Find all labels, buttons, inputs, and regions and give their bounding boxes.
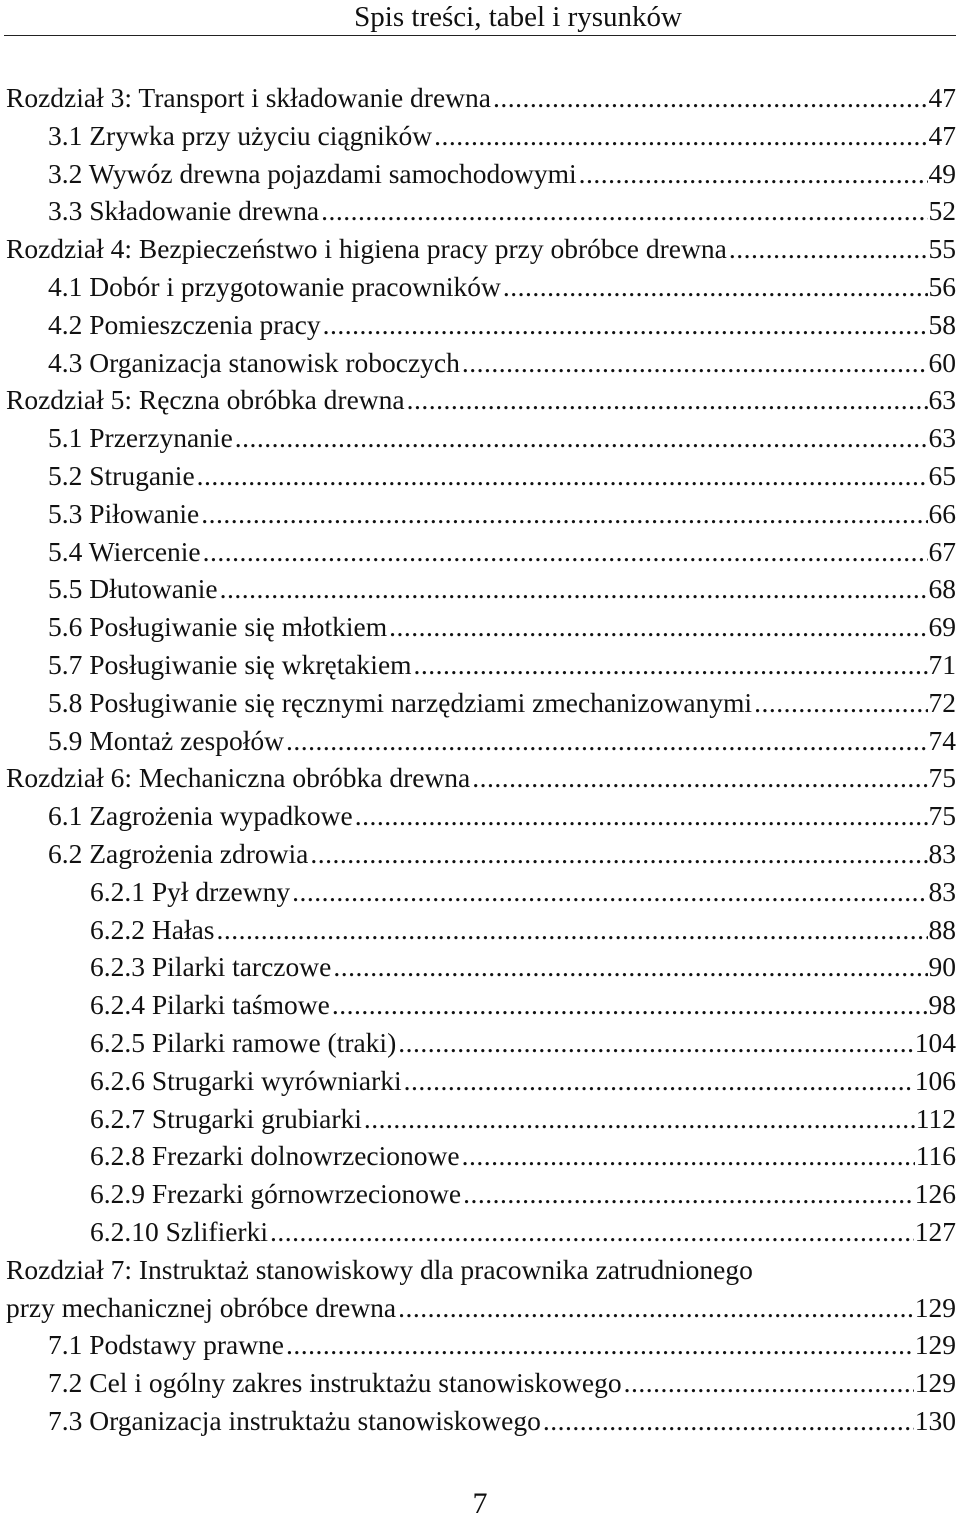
toc-entry-title: 7.3 Organizacja instruktażu stanowiskowego xyxy=(48,1404,541,1436)
toc-entry-title: 5.6 Posługiwanie się młotkiem xyxy=(48,611,388,643)
toc-entry-title: 5.3 Piłowanie xyxy=(48,497,200,529)
toc-entry[interactable] xyxy=(6,911,956,949)
toc-entry-page: 68 xyxy=(928,573,956,605)
toc-entry[interactable] xyxy=(6,948,956,986)
toc-entry-title: Rozdział 7: Instruktaż stanowiskowy dla pracownika zatrudnionego xyxy=(6,1253,753,1285)
dot-leader xyxy=(434,117,927,155)
toc-entry[interactable] xyxy=(6,873,956,911)
dot-leader xyxy=(201,495,927,533)
toc-entry-title: 7.1 Podstawy prawne xyxy=(48,1329,285,1361)
toc-entry-page: 83 xyxy=(928,875,956,907)
dot-leader xyxy=(729,230,928,268)
dot-leader xyxy=(197,457,928,495)
toc-entry-page: 72 xyxy=(928,686,956,718)
toc-entry-page: 58 xyxy=(928,308,956,340)
dot-leader xyxy=(407,381,928,419)
toc-entry[interactable] xyxy=(6,1062,956,1100)
toc-entry-title: 4.1 Dobór i przygotowanie pracowników xyxy=(48,270,501,302)
toc-entry-page: 112 xyxy=(915,1102,956,1134)
toc-entry[interactable] xyxy=(6,797,956,835)
toc-entry-page: 75 xyxy=(928,800,956,832)
toc-entry-title: 4.2 Pomieszczenia pracy xyxy=(48,308,321,340)
toc-entry-title: 5.5 Dłutowanie xyxy=(48,573,218,605)
toc-entry-title: 5.9 Montaż zespołów xyxy=(48,724,284,756)
dot-leader xyxy=(579,155,928,193)
toc-entry-title: 5.2 Struganie xyxy=(48,459,195,491)
toc-entry[interactable] xyxy=(6,1137,956,1175)
toc-entry[interactable] xyxy=(6,646,956,684)
dot-leader xyxy=(543,1402,914,1440)
toc-entry-page: 98 xyxy=(928,989,956,1021)
toc-entry-page: 129 xyxy=(914,1367,956,1399)
toc-entry-page: 126 xyxy=(914,1178,956,1210)
toc-entry-title: 6.2 Zagrożenia zdrowia xyxy=(48,837,309,869)
dot-leader xyxy=(624,1364,914,1402)
toc-entry-page: 52 xyxy=(928,195,956,227)
toc-entry-title: 4.3 Organizacja stanowisk roboczych xyxy=(48,346,460,378)
dot-leader xyxy=(220,570,928,608)
toc-entry-page: 65 xyxy=(928,459,956,491)
toc-entry-page: 129 xyxy=(914,1329,956,1361)
toc-entry-title: 6.2.9 Frezarki górnowrzecionowe xyxy=(90,1178,462,1210)
toc-entry-title: Rozdział 6: Mechaniczna obróbka drewna xyxy=(6,762,471,794)
dot-leader xyxy=(503,268,928,306)
dot-leader xyxy=(286,1326,914,1364)
toc-entry[interactable] xyxy=(6,1364,956,1402)
toc-entry-page: 104 xyxy=(914,1026,956,1058)
toc-entry[interactable] xyxy=(6,419,956,457)
dot-leader xyxy=(321,192,927,230)
toc-entry-page: 127 xyxy=(914,1215,956,1247)
dot-leader xyxy=(364,1100,915,1138)
toc-entry-page: 106 xyxy=(914,1064,956,1096)
toc-entry[interactable] xyxy=(6,1100,956,1138)
toc-entry[interactable] xyxy=(6,608,956,646)
toc-entry[interactable] xyxy=(6,155,956,193)
dot-leader xyxy=(333,948,927,986)
toc-entry-page: 60 xyxy=(928,346,956,378)
dot-leader xyxy=(292,873,927,911)
dot-leader xyxy=(472,759,927,797)
dot-leader xyxy=(323,306,928,344)
toc-entry[interactable] xyxy=(6,570,956,608)
toc-entry[interactable] xyxy=(6,192,956,230)
toc-entry[interactable] xyxy=(6,381,956,419)
toc-entry-page: 55 xyxy=(928,233,956,265)
toc-entry[interactable] xyxy=(6,306,956,344)
toc-entry-page: 116 xyxy=(915,1140,956,1172)
toc-entry-page: 47 xyxy=(928,82,956,113)
toc-entry[interactable] xyxy=(6,495,956,533)
table-of-contents xyxy=(6,79,956,1440)
toc-entry[interactable] xyxy=(6,759,956,797)
toc-entry-title: Rozdział 4: Bezpieczeństwo i higiena pracy przy obróbce drewna xyxy=(6,233,727,265)
dot-leader xyxy=(463,1175,914,1213)
toc-entry-page: 75 xyxy=(928,762,956,794)
toc-entry[interactable] xyxy=(6,1326,956,1364)
toc-entry-page: 83 xyxy=(928,837,956,869)
toc-entry-page: 129 xyxy=(914,1291,956,1323)
toc-entry-title: Rozdział 5: Ręczna obróbka drewna xyxy=(6,384,405,416)
toc-entry-page: 90 xyxy=(928,951,956,983)
dot-leader xyxy=(754,684,927,722)
toc-entry[interactable] xyxy=(6,835,956,873)
toc-entry[interactable] xyxy=(6,457,956,495)
dot-leader xyxy=(217,911,928,949)
dot-leader xyxy=(235,419,928,457)
dot-leader xyxy=(404,1062,914,1100)
toc-entry[interactable] xyxy=(6,1289,956,1327)
toc-entry-title: 5.4 Wiercenie xyxy=(48,535,201,567)
dot-leader xyxy=(355,797,928,835)
dot-leader xyxy=(462,1137,915,1175)
dot-leader xyxy=(462,344,928,382)
dot-leader xyxy=(414,646,928,684)
toc-entry[interactable] xyxy=(6,1213,956,1251)
toc-entry-title: 6.2.5 Pilarki ramowe (traki) xyxy=(90,1026,397,1058)
toc-entry-title: 6.2.4 Pilarki taśmowe xyxy=(90,989,330,1021)
toc-entry[interactable] xyxy=(6,1175,956,1213)
toc-entry-title: 3.1 Zrywka przy użyciu ciągników xyxy=(48,119,433,151)
dot-leader xyxy=(493,79,928,117)
toc-entry[interactable] xyxy=(6,344,956,382)
dot-leader xyxy=(398,1289,914,1327)
toc-entry-title: 5.1 Przerzynanie xyxy=(48,422,233,454)
toc-entry-page: 47 xyxy=(928,119,956,151)
toc-entry-title: 5.7 Posługiwanie się wkrętakiem xyxy=(48,648,412,680)
page-number: 7 xyxy=(472,1487,488,1520)
toc-entry-title: 6.2.6 Strugarki wyrówniarki xyxy=(90,1064,402,1096)
toc-entry-title: 6.2.10 Szlifierki xyxy=(90,1215,268,1247)
toc-entry-page: 56 xyxy=(928,270,956,302)
toc-entry-page: 88 xyxy=(928,913,956,945)
dot-leader xyxy=(332,986,928,1024)
header-rule xyxy=(4,35,956,36)
toc-entry-page: 63 xyxy=(928,384,956,416)
toc-entry-title: przy mechanicznej obróbce drewna xyxy=(6,1291,397,1323)
toc-entry[interactable] xyxy=(6,1251,956,1289)
dot-leader xyxy=(398,1024,914,1062)
toc-entry-title: 3.2 Wywóz drewna pojazdami samochodowymi xyxy=(48,157,577,189)
toc-entry[interactable] xyxy=(6,1402,956,1440)
dot-leader xyxy=(389,608,927,646)
page-header xyxy=(0,0,960,38)
toc-entry[interactable] xyxy=(6,684,956,722)
dot-leader xyxy=(310,835,927,873)
header-title: Spis treści, tabel i rysunków xyxy=(354,1,682,33)
toc-entry-title: 6.2.7 Strugarki grubiarki xyxy=(90,1102,362,1134)
toc-entry-page: 130 xyxy=(914,1404,956,1436)
toc-entry-title: 7.2 Cel i ogólny zakres instruktażu stanowiskowego xyxy=(48,1367,622,1399)
toc-entry[interactable] xyxy=(6,117,956,155)
toc-entry-page: 69 xyxy=(928,611,956,643)
dot-leader xyxy=(270,1213,914,1251)
toc-entry-page: 67 xyxy=(928,535,956,567)
toc-entry[interactable] xyxy=(6,268,956,306)
toc-entry-title: 6.2.3 Pilarki tarczowe xyxy=(90,951,332,983)
toc-entry-page: 74 xyxy=(928,724,956,756)
toc-entry-page: 63 xyxy=(928,422,956,454)
toc-entry-title: 3.3 Składowanie drewna xyxy=(48,195,320,227)
toc-entry-page: 66 xyxy=(928,497,956,529)
toc-entry[interactable] xyxy=(6,533,956,571)
toc-entry[interactable] xyxy=(6,722,956,760)
toc-entry-title: 5.8 Posługiwanie się ręcznymi narzędziami zmechanizowanymi xyxy=(48,686,753,718)
toc-entry-title: 6.2.8 Frezarki dolnowrzecionowe xyxy=(90,1140,460,1172)
dot-leader xyxy=(203,533,928,571)
toc-entry[interactable] xyxy=(6,986,956,1024)
toc-entry-page: 49 xyxy=(928,157,956,189)
toc-entry[interactable] xyxy=(6,1024,956,1062)
toc-entry[interactable] xyxy=(6,79,956,117)
toc-entry-title: 6.2.2 Hałas xyxy=(90,913,215,945)
toc-entry[interactable] xyxy=(6,230,956,268)
toc-entry-title: 6.1 Zagrożenia wypadkowe xyxy=(48,800,353,832)
toc-entry-title: Rozdział 3: Transport i składowanie drewna xyxy=(6,82,491,113)
toc-entry-title: 6.2.1 Pył drzewny xyxy=(90,875,291,907)
dot-leader xyxy=(286,722,928,760)
toc-entry-page: 71 xyxy=(928,648,956,680)
